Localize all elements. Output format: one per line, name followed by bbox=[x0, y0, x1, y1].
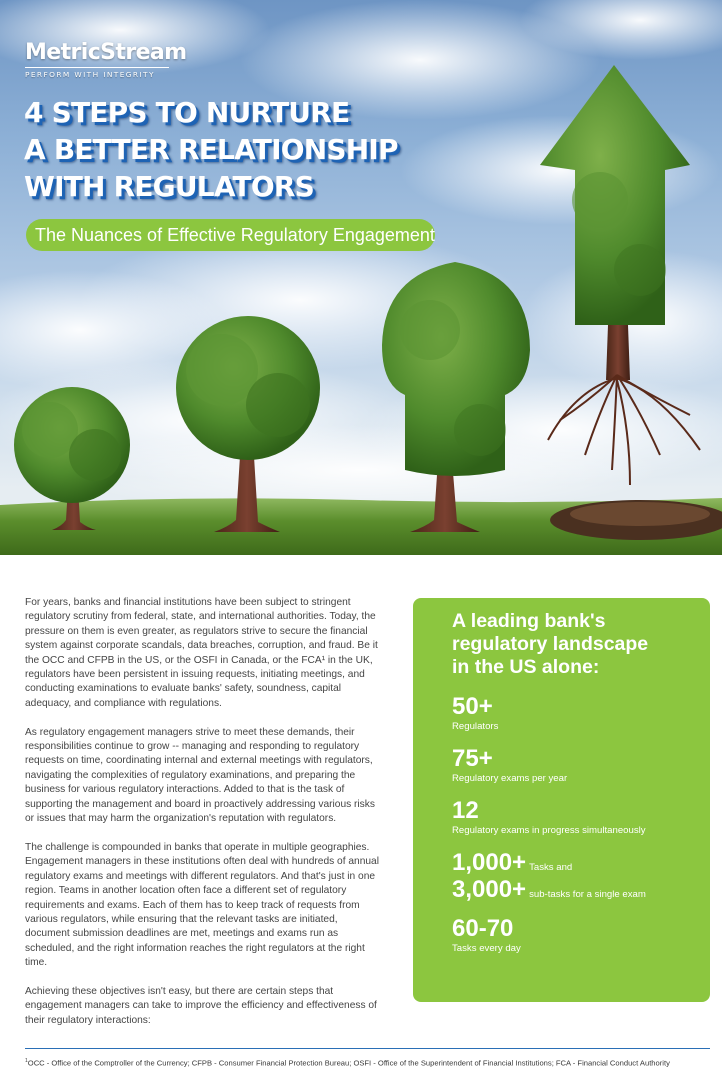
stat-exams-per-year bbox=[452, 745, 710, 785]
stat-label: Regulators bbox=[452, 721, 499, 732]
stat-value: 3,000+ bbox=[452, 876, 527, 903]
stat-tasks-per-day bbox=[452, 915, 710, 955]
stat-regulators bbox=[452, 693, 710, 733]
stats-heading bbox=[452, 610, 710, 679]
stat-tasks-row bbox=[452, 849, 710, 876]
title-line: 4 STEPS TO NURTURE bbox=[24, 96, 350, 129]
stats-panel bbox=[413, 598, 710, 1002]
body-text bbox=[25, 596, 382, 1043]
brand-logo bbox=[25, 40, 186, 79]
stat-label: Tasks and bbox=[529, 862, 573, 873]
paragraph: The challenge is compounded in banks that operate in multiple geographies. Engagement managers in these institutions often deal with hundreds of annual regulatory exams and meetings with different regulators. And that's just in one region. Teams in another location often face a different set of regulatory requirements and exams. Each of them has to keep track of requests from various regulators, while ensuring that the relevant tasks are initiated, document submission deadlines are met, meetings and exams run as scheduled, and the right information reaches the right regulators at the right time. bbox=[25, 841, 379, 969]
stats-heading-line: A leading bank's bbox=[452, 610, 606, 632]
stat-value: 50+ bbox=[452, 693, 493, 720]
brand-name: MetricStream bbox=[25, 40, 187, 65]
subtitle-banner: The Nuances of Effective Regulatory Engagement bbox=[26, 219, 435, 251]
paragraph: For years, banks and financial institutions have been subject to stringent regulatory scrutiny from federal, state, and international authorities. Today, the pressure on them is even greater, as regulators strive to secure the financial system against corporate scandals, data breaches, corruption, and fraud. Be it the OCC and CFPB in the US, or the OSFI in Canada, or the FCA¹ in the UK, regulators have been persistent in issuing requests, initiating meetings, and conducting examinations to evaluate banks' safety, soundness, capital adequacy, and compliance with regulations. bbox=[25, 597, 378, 709]
stat-label: Regulatory exams per year bbox=[452, 773, 568, 784]
stat-label: Regulatory exams in progress simultaneously bbox=[452, 825, 646, 836]
footnote-divider bbox=[25, 1048, 710, 1049]
brand-tagline: PERFORM WITH INTEGRITY bbox=[25, 70, 155, 79]
stat-value: 75+ bbox=[452, 745, 493, 772]
stat-value: 1,000+ bbox=[452, 849, 527, 876]
page-title bbox=[24, 94, 424, 205]
stats-heading-line: in the US alone: bbox=[452, 656, 600, 678]
title-line: WITH REGULATORS bbox=[24, 170, 314, 203]
logo-divider bbox=[25, 67, 169, 68]
title-line: A BETTER RELATIONSHIP bbox=[24, 133, 398, 166]
footnote-text: OCC - Office of the Comptroller of the Currency; CFPB - Consumer Financial Protection Bureau; OSFI - Office of the Superintendent of Financial Institutions; FCA - Financial Conduct Authority bbox=[27, 1058, 670, 1068]
stat-exams-in-progress bbox=[452, 797, 710, 837]
stat-subtasks-row bbox=[452, 876, 710, 903]
paragraph: As regulatory engagement managers strive to meet these demands, their responsibilities continue to grow -- managing and responding to regulatory requests on time, coordinating internal and external meetings with regulators, navigating the complexities of regulatory examinations, and preparing the business for various regulatory interactions. Added to that is the task of supporting the management and board in proactively addressing various risks or issues that may harm the organization's reputation with regulators. bbox=[25, 726, 375, 825]
stat-value: 12 bbox=[452, 797, 479, 824]
stat-tasks bbox=[452, 849, 710, 903]
stat-value: 60-70 bbox=[452, 915, 514, 942]
stat-label: sub-tasks for a single exam bbox=[529, 889, 646, 900]
footnote bbox=[25, 1058, 715, 1068]
footnote-marker: 1 bbox=[25, 1058, 28, 1064]
stats-heading-line: regulatory landscape bbox=[452, 633, 649, 655]
stat-label: Tasks every day bbox=[452, 943, 521, 954]
paragraph: Achieving these objectives isn't easy, but there are certain steps that engagement managers can take to improve the efficiency and effectiveness of their regulatory interactions: bbox=[25, 985, 377, 1026]
